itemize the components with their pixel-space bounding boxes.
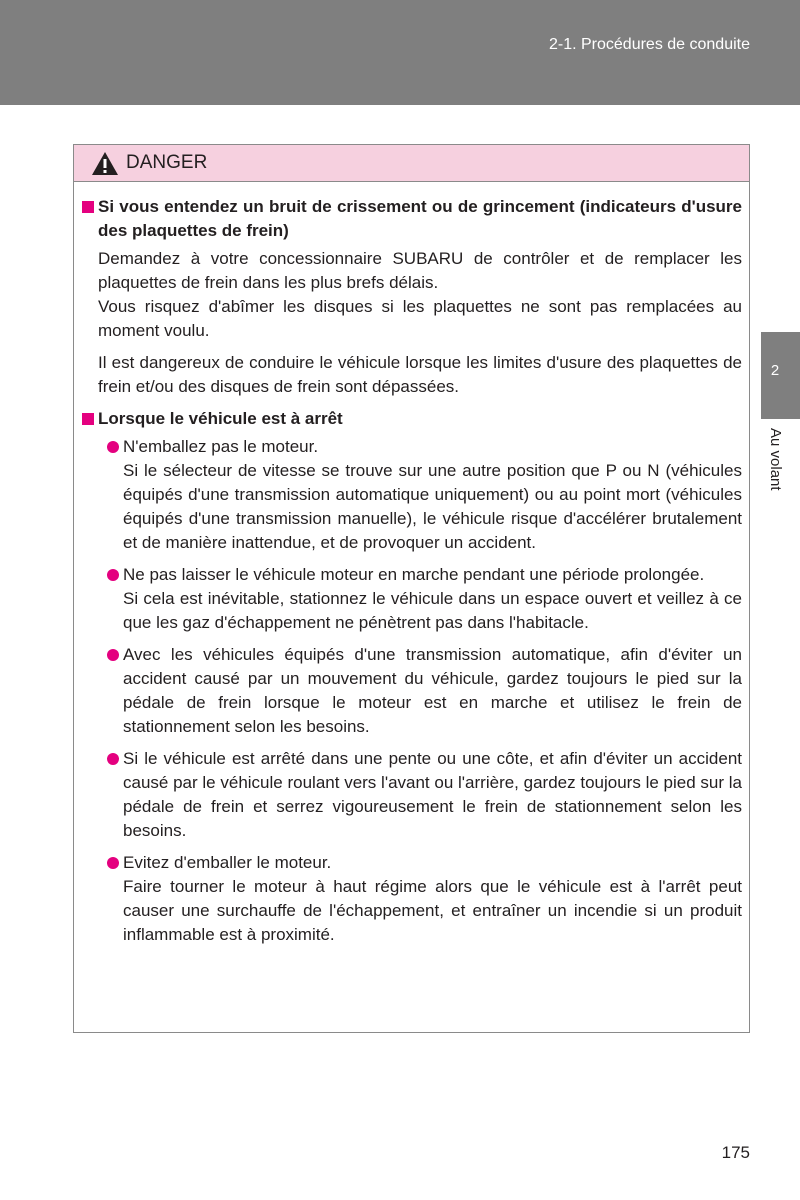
bullet-line: Si le sélecteur de vitesse se trouve sur une autre position que P ou N (véhicules équipés d'une transmission automatique uniquement) ou au point mort (véhicules équipés d'une transmission manuelle), le véhicule risque d'accélérer brutalement et de manière inattendue, et de provoquer un accident. [123,461,742,552]
header-bar [0,0,800,105]
section-title [82,195,742,243]
paragraph [82,247,742,343]
bullet-line: N'emballez pas le moteur. [123,437,319,456]
chapter-tab-label: Au volant [767,428,784,491]
paragraph-line: Il est dangereux de conduire le véhicule lorsque les limites d'usure des plaquettes de frein et/ou des disques de frein sont dépassées. [98,353,742,396]
bullet-dot-icon [107,569,119,581]
paragraph-line: Demandez à votre concessionnaire SUBARU de contrôler et de remplacer les plaquettes de frein dans les plus brefs délais. [98,249,742,292]
bullet-line: Ne pas laisser le véhicule moteur en marche pendant une période prolongée. [123,565,705,584]
bullet-line: Avec les véhicules équipés d'une transmission automatique, afin d'éviter un accident causé par un mouvement du véhicule, gardez toujours le pied sur la pédale de frein lorsque le moteur est en marche et utilisez le frein de stationnement selon les besoins. [123,645,742,736]
chapter-tab [761,332,800,419]
bullet-dot-icon [107,441,119,453]
chapter-title: 2-1. Procédures de conduite [548,36,750,53]
bullet-item [82,435,742,555]
chapter-tab-number: 2 [770,362,780,379]
section-square-icon [82,201,94,213]
danger-title: DANGER [126,152,208,173]
paragraph-line: Vous risquez d'abîmer les disques si les plaquettes ne sont pas remplacées au moment voulu. [98,297,742,340]
section-square-icon [82,413,94,425]
bullet-line: Faire tourner le moteur à haut régime alors que le véhicule est à l'arrêt peut causer une surchauffe de l'échappement, et entraîner un incendie si un produit inflammable est à proximité. [123,877,742,944]
danger-content [74,182,749,947]
bullet-item [82,643,742,739]
bullet-line: Si le véhicule est arrêté dans une pente ou une côte, et afin d'éviter un accident causé par le véhicule roulant vers l'avant ou l'arrière, gardez toujours le pied sur la pédale de frein et serrez vigoureusement le frein de stationnement selon les besoins. [123,749,742,840]
bullet-item [82,851,742,947]
bullet-line: Evitez d'emballer le moteur. [123,853,332,872]
bullet-item [82,747,742,843]
page-number: 175 [721,1143,750,1162]
section-title [82,407,742,431]
danger-header [74,145,749,182]
section-title-text: Lorsque le véhicule est à arrêt [98,409,343,428]
bullet-dot-icon [107,857,119,869]
bullet-dot-icon [107,649,119,661]
section-title-text: Si vous entendez un bruit de crissement ou de grincement (indicateurs d'usure des plaquettes de frein) [98,197,742,240]
bullet-line: Si cela est inévitable, stationnez le véhicule dans un espace ouvert et veillez à ce que les gaz d'échappement ne pénètrent pas dans l'habitacle. [123,589,742,632]
paragraph [82,351,742,399]
warning-triangle-icon [91,151,119,176]
bullet-dot-icon [107,753,119,765]
bullet-item [82,563,742,635]
danger-box [73,144,750,1033]
